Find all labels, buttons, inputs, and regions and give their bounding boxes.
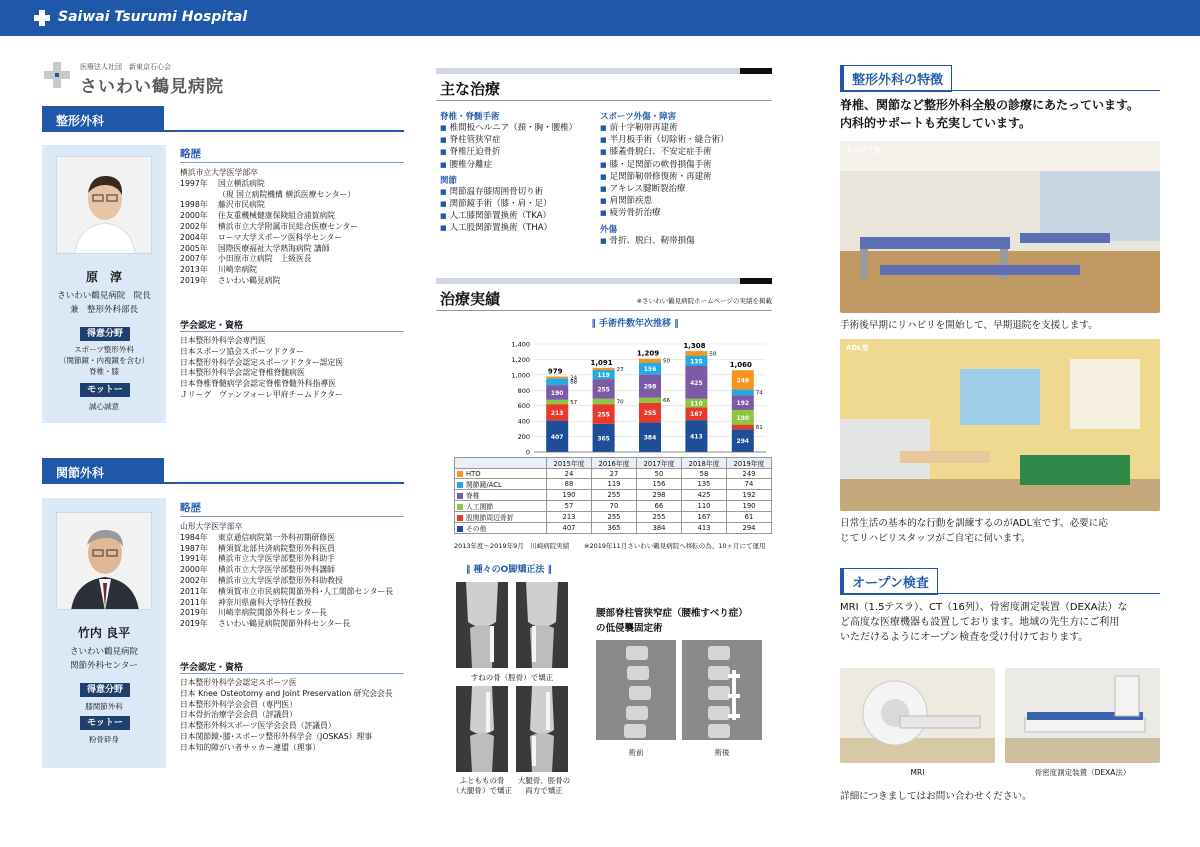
legend-swatch — [457, 493, 463, 499]
doctor-title-line1: さいわい鶴見病院 院長 — [57, 291, 151, 301]
series-label: HTO — [455, 469, 547, 479]
table-cell: 213 — [547, 512, 592, 523]
xray-spine-pre — [596, 640, 676, 740]
data-label: 27 — [616, 366, 624, 373]
open-exam-title: オープン検査 — [840, 568, 938, 595]
footnote-right: ※2019年11月さいわい鶴見病院へ移転の為、10ヶ月にて運用 — [584, 542, 766, 550]
doctor-name-takeuchi: 竹内 良平 — [77, 626, 131, 640]
data-label: 298 — [643, 383, 657, 391]
spine-title: 腰部脊柱管狭窄症（腰椎すべり症） の低侵襲固定術 — [596, 608, 748, 634]
open-exam-text: MRI（1.5テスラ）、CT（16列）、骨密度測定装置（DEXA法）な ど高度な医療機器も設置しております。地域の先生方にご利用 いただけるようにオープン検査を受け付けております。 — [840, 602, 1128, 643]
dexa-caption: 骨密度測定装置（DEXA法） — [1034, 768, 1131, 777]
data-label: 66 — [663, 398, 670, 405]
table-cell: 384 — [637, 523, 682, 534]
bar-total-label: 1,209 — [636, 349, 660, 358]
table-cell: 167 — [682, 512, 727, 523]
table-cell: 110 — [682, 501, 727, 512]
series-label: 関節鏡/ACL — [455, 479, 547, 490]
contact-note: 詳細につきましてはお問い合わせください。 — [840, 791, 1032, 802]
data-label: 119 — [597, 372, 610, 380]
table-cell: 425 — [682, 490, 727, 501]
y-tick-label: 200 — [517, 433, 530, 442]
results-note: ※さいわい鶴見病院ホームページの実績を掲載 — [636, 297, 772, 305]
data-label: 88 — [570, 379, 578, 386]
data-label: 190 — [550, 389, 564, 397]
history-heading: 略歴 — [180, 148, 201, 160]
data-label: 407 — [550, 433, 564, 441]
mri-caption: MRI — [910, 768, 925, 777]
section-header-joint: 関節外科 — [42, 458, 164, 484]
table-row — [455, 512, 772, 523]
adl-caption: 日常生活の基本的な行動を訓練するのがADL室です。必要に応 じてリハビリスタッフがご自宅に伺います。 — [840, 518, 1108, 544]
doctor-title-line1: さいわい鶴見病院 — [69, 647, 138, 657]
data-label: 70 — [616, 399, 624, 406]
table-cell: 298 — [637, 490, 682, 501]
xray-both — [516, 686, 568, 772]
data-label: 255 — [597, 386, 610, 394]
table-cell: 135 — [682, 479, 727, 490]
table-cell: 27 — [592, 469, 637, 479]
table-cell: 192 — [727, 490, 772, 501]
table-cell: 365 — [592, 523, 637, 534]
footnote-left: 2013年度〜2019年9月 川崎病院実績 — [454, 542, 570, 550]
bar-segment — [732, 389, 754, 395]
xray-tibia-2 — [516, 582, 568, 668]
open-exam-underline — [840, 593, 1160, 594]
data-label: 190 — [736, 414, 750, 422]
specialty-label: 得意分野 — [80, 327, 130, 341]
data-label: 110 — [690, 400, 703, 408]
doctor-title-line2: 兼 整形外科部長 — [69, 305, 138, 315]
bar-segment — [546, 376, 568, 378]
chart-title: ‖ 手術件数年次推移 ‖ — [591, 319, 679, 329]
table-header-cell: 2017年度 — [637, 458, 682, 469]
table-cell: 61 — [727, 512, 772, 523]
table-cell: 190 — [547, 490, 592, 501]
history-underline — [180, 516, 404, 517]
header-bar-accent — [740, 68, 772, 74]
data-label: 50 — [663, 358, 670, 365]
doctor-name-hara: 原 淳 — [85, 270, 122, 284]
bar-segment — [639, 359, 661, 363]
bar-segment — [593, 399, 615, 404]
caption-both: 大腿骨、脛骨の 両方で矯正 — [517, 776, 571, 795]
xray-tibia-1 — [456, 582, 508, 668]
data-label: 58 — [709, 351, 717, 358]
rehab-caption: 手術後早期にリハビリを開始して、早期退院を支援します。 — [840, 320, 1098, 331]
rehab-tag: リハビリ室 — [846, 146, 881, 154]
table-cell: 50 — [637, 469, 682, 479]
motto-text: 誠心誠意 — [89, 402, 119, 411]
table-row — [455, 501, 772, 512]
table-cell: 407 — [547, 523, 592, 534]
y-tick-label: 600 — [517, 402, 530, 411]
data-label: 255 — [597, 411, 610, 419]
history-underline — [180, 162, 404, 163]
adl-room-photo — [840, 339, 1160, 511]
history-heading: 略歴 — [180, 502, 201, 514]
hospital-title: Saiwai Tsurumi Hospital — [58, 9, 248, 25]
data-label: 413 — [690, 433, 703, 441]
table-cell: 74 — [727, 479, 772, 490]
data-label: 57 — [570, 399, 578, 406]
bar-segment — [593, 368, 615, 370]
header-bar — [436, 278, 740, 284]
data-label: 24 — [570, 375, 578, 382]
y-tick-label: 1,400 — [511, 340, 530, 349]
table-cell: 57 — [547, 501, 592, 512]
treatments-title: 主な治療 — [440, 80, 501, 98]
table-header-cell: 2016年度 — [592, 458, 637, 469]
history-list-takeuchi: 山形大学医学部卒 1984年 東京通信病院第一外科初期研修医 1987年 横須賀北部共済病院整形外科医員 1991年 横浜市立大学医学部整形外科助手 2000年 横浜市立大学医学部整形外科講師 2002年 横浜市立大学医学部整形外科助教授 2011年 横須賀市立市民病院関節外科･人工関節センター長 2011年 神奈川県歯科大学特任教授 2019年 川崎幸病院関節外科センター長 2019年 さいわい鶴見病院関節外科センター長 — [180, 522, 394, 629]
table-cell: 119 — [592, 479, 637, 490]
table-cell: 24 — [547, 469, 592, 479]
data-label: 384 — [643, 434, 657, 442]
y-tick-label: 0 — [525, 448, 530, 457]
data-label: 156 — [643, 366, 657, 374]
label-post-op: 術後 — [714, 748, 730, 757]
caption-tibia: すねの骨（脛骨）で矯正 — [470, 673, 554, 682]
features-text: 脊椎、関節など整形外科全般の診療にあたっています。 内科的サポートも充実しています。 — [840, 98, 1140, 130]
specialty-text: スポーツ整形外科 （関節鏡・内視鏡を含む） 脊椎・膝 — [59, 345, 149, 376]
treatments-right-column: スポーツ外傷・障害 ■ 前十字靭帯再建術 ■ 半月板手術（切除術・縫合術） ■ 膝蓋骨脱臼、不安定症手術 ■ 膝・足関節の軟骨損傷手術 ■ 足関節靭帯修復術・再建術 ■ アキレス腱断裂治療 ■ 肩関節疾患 ■ 疲労骨折治療 外傷 ■ 骨折、脱臼、靭帯損傷 — [600, 110, 772, 247]
bar-total-label: 979 — [547, 367, 563, 376]
table-cell: 70 — [592, 501, 637, 512]
motto-label: モットー — [80, 716, 130, 730]
features-underline — [840, 90, 1160, 91]
table-header-cell: 2015年度 — [547, 458, 592, 469]
data-label: 135 — [690, 358, 703, 366]
table-row — [455, 469, 772, 479]
series-label: その他 — [455, 523, 547, 534]
legend-swatch — [457, 471, 463, 477]
caption-femur: ふとももの骨 （大腿骨）で矯正 — [452, 776, 512, 795]
rehab-room-photo — [840, 141, 1160, 313]
table-cell: 413 — [682, 523, 727, 534]
bar-segment — [732, 425, 754, 430]
history-list-hara: 横浜市立大学医学部卒 1997年 国立横浜病院 （現 国立病院機構 横浜医療センター） 1998年 藤沢市民病院 2000年 住友重機械健康保険組合浦賀病院 2002年 横浜市立大学附属市民総合医療センター 2004年 ローマ大学スポーツ医科学センター 2005年 国際医療福祉大学熱海病院 講師 2007年 小田原市立病院 上級医長 2013年 川崎幸病院 2019年 さいわい鶴見病院 — [180, 168, 359, 285]
section-divider — [42, 130, 404, 132]
motto-label: モットー — [80, 383, 130, 397]
series-label: 股関節周辺骨折 — [455, 512, 547, 523]
table-row — [455, 490, 772, 501]
data-table — [454, 457, 772, 534]
table-cell: 156 — [637, 479, 682, 490]
logo-name: さいわい鶴見病院 — [80, 77, 224, 97]
legend-swatch — [457, 482, 463, 488]
treatments-left-column: 脊椎・脊髄手術 ■ 椎間板ヘルニア（頚・胸・腰椎） ■ 脊柱管狭窄症 ■ 脊椎圧迫骨折 ■ 腰椎分離症 関節 ■ 関節温存膝周囲骨切り術 ■ 関節鏡手術（膝・肩・足） ■ 人工膝関節置換術（TKA） ■ 人工股関節置換術（THA） — [440, 110, 600, 235]
y-tick-label: 800 — [517, 386, 530, 395]
data-label: 294 — [736, 438, 750, 446]
table-cell: 255 — [637, 512, 682, 523]
label-pre-op: 術前 — [628, 748, 644, 757]
mri-photo — [840, 668, 995, 763]
table-row — [455, 479, 772, 490]
data-label: 61 — [755, 424, 763, 431]
header-bar — [436, 68, 740, 74]
table-cell: 255 — [592, 490, 637, 501]
table-cell: 294 — [727, 523, 772, 534]
qual-heading: 学会認定・資格 — [180, 663, 244, 673]
qual-underline — [180, 673, 404, 674]
table-cell: 255 — [592, 512, 637, 523]
legend-swatch — [457, 504, 463, 510]
hospital-cross-icon — [34, 10, 50, 26]
data-label: 167 — [690, 411, 703, 419]
specialty-text: 膝関節外科 — [85, 702, 123, 711]
data-label: 365 — [597, 435, 610, 443]
bar-total-label: 1,308 — [683, 342, 706, 351]
data-label: 425 — [690, 379, 703, 387]
y-tick-label: 400 — [517, 417, 530, 426]
table-cell: 249 — [727, 469, 772, 479]
bar-total-label: 1,091 — [590, 358, 613, 367]
legend-swatch — [457, 515, 463, 521]
data-label: 249 — [736, 377, 750, 385]
motto-text: 粉骨砕身 — [89, 735, 119, 744]
qual-underline — [180, 331, 404, 332]
table-row — [455, 523, 772, 534]
table-cell: 58 — [682, 469, 727, 479]
bar-total-label: 1,060 — [729, 361, 752, 370]
dexa-photo — [1005, 668, 1160, 763]
adl-tag: ADL室 — [846, 344, 869, 352]
header-bar-accent — [740, 278, 772, 284]
table-header-cell: 2019年度 — [727, 458, 772, 469]
xray-femur — [456, 686, 508, 772]
series-label: 人工関節 — [455, 501, 547, 512]
legend-swatch — [457, 526, 463, 532]
qual-list-takeuchi: 日本整形外科学会認定スポーツ医 日本 Knee Osteotomy and Joint Preservation 研究会会長 日本整形外科学会会員（専門医） 日本骨折治療学会会員（評議員） 日本整形外科スポーツ医学会会員（評議員） 日本関節鏡･膝･スポーツ整形外科学会（JOSKAS）理事 日本知的障がい者サッカー連盟（理事） — [180, 678, 393, 752]
doctor-photo-takeuchi — [56, 512, 152, 610]
top-bar — [0, 0, 1200, 36]
bar-segment — [546, 400, 568, 404]
table-header-cell: 2018年度 — [682, 458, 727, 469]
section-header-ortho: 整形外科 — [42, 106, 164, 132]
bar-segment — [639, 398, 661, 403]
table-cell: 88 — [547, 479, 592, 490]
logo-subtitle: 医療法人社団 新東京石心会 — [80, 63, 171, 71]
doctor-title-line2: 関節外科センター — [70, 661, 138, 671]
logo-cross-icon — [44, 62, 70, 88]
results-title: 治療実績 — [440, 290, 501, 308]
y-tick-label: 1,200 — [511, 355, 530, 364]
qual-heading: 学会認定・資格 — [180, 321, 244, 331]
data-label: 74 — [755, 390, 763, 397]
specialty-label: 得意分野 — [80, 683, 130, 697]
data-label: 213 — [550, 409, 564, 417]
results-underline — [436, 310, 772, 311]
doctor-photo-hara — [56, 156, 152, 254]
stacked-bar-chart — [498, 330, 774, 470]
features-title: 整形外科の特徴 — [840, 65, 952, 92]
xray-spine-post — [682, 640, 762, 740]
bar-segment — [685, 351, 707, 355]
table-header-row — [455, 458, 772, 469]
correction-title: ‖ 種々のO脚矯正法 ‖ — [466, 565, 552, 575]
qual-list-hara: 日本整形外科学会専門医 日本スポーツ協会スポーツドクター 日本整形外科学会認定スポーツドクター認定医 日本整形外科学会認定脊椎脊髄病医 日本脊椎脊髄病学会認定脊椎脊髄外科指導医 Ｊリーグ ヴァンフォーレ甲府チームドクター — [180, 336, 344, 399]
treatments-underline — [436, 100, 772, 101]
section-divider — [42, 482, 404, 484]
table-cell: 190 — [727, 501, 772, 512]
data-label: 192 — [736, 400, 750, 408]
series-label: 脊椎 — [455, 490, 547, 501]
data-label: 255 — [643, 410, 657, 418]
y-tick-label: 1,000 — [511, 371, 530, 380]
bar-segment — [546, 378, 568, 385]
table-cell: 66 — [637, 501, 682, 512]
